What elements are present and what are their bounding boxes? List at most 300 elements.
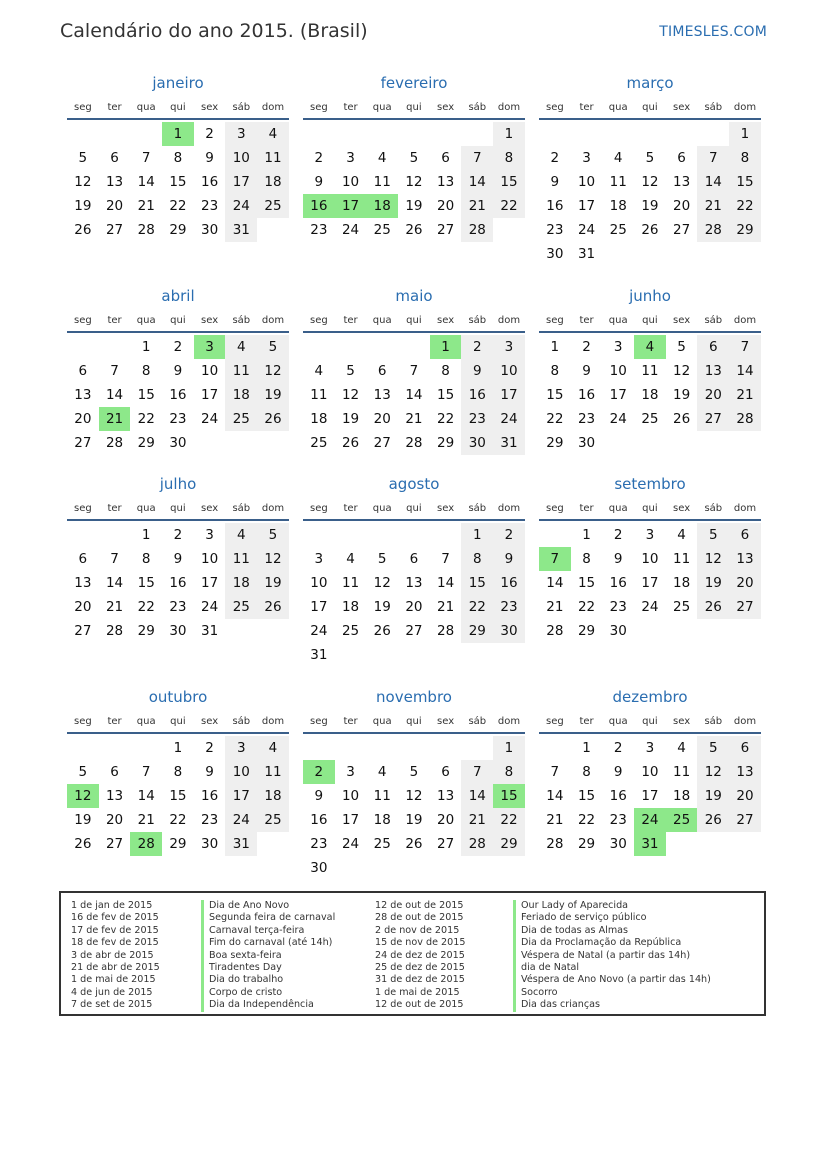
legend-item: Segunda feira de carnaval <box>201 912 335 924</box>
empty-cell <box>99 122 131 146</box>
legend-item: 4 de jun de 2015 <box>71 986 153 998</box>
day-cell: 22 <box>577 599 596 615</box>
empty-cell <box>366 335 398 359</box>
day-cell: 28 <box>105 623 124 639</box>
day-cell: 23 <box>310 222 328 238</box>
day-cell: 16 <box>609 575 627 591</box>
day-cell: 11 <box>609 174 627 190</box>
weekday-label: dom <box>733 315 757 326</box>
weekday-label: sáb <box>232 315 251 326</box>
day-cell: 2 <box>173 339 183 355</box>
legend-item: 28 de out de 2015 <box>375 912 464 924</box>
day-cell: 30 <box>577 435 596 451</box>
day-cell: 23 <box>169 599 187 615</box>
day-cell: 20 <box>729 784 761 808</box>
weekday-label: dom <box>733 716 757 727</box>
day-cell: 22 <box>169 812 187 828</box>
day-cell: 1 <box>582 740 591 756</box>
weekday-label: sex <box>673 102 691 113</box>
day-cell: 24 <box>201 411 219 427</box>
holiday-day-cell: 2 <box>303 760 335 784</box>
empty-cell <box>67 523 99 547</box>
day-cell: 24 <box>341 222 360 238</box>
day-cell: 6 <box>78 551 88 567</box>
day-cell: 1 <box>582 527 591 543</box>
weekday-label: qua <box>136 716 156 727</box>
day-cell: 6 <box>441 150 450 166</box>
day-cell: 25 <box>257 808 289 832</box>
legend-item: 24 de dez de 2015 <box>375 949 465 961</box>
day-cell: 28 <box>437 623 455 639</box>
day-cell: 6 <box>729 736 761 760</box>
day-cell: 24 <box>641 599 659 615</box>
legend-item: Dia do trabalho <box>201 974 335 986</box>
day-cell: 29 <box>137 435 155 451</box>
day-cell: 10 <box>201 363 219 379</box>
day-cell: 19 <box>405 198 423 214</box>
day-cell: 14 <box>546 788 564 804</box>
day-cell: 20 <box>74 599 92 615</box>
empty-cell <box>398 122 430 146</box>
weekday-header <box>303 98 525 120</box>
day-cell: 17 <box>225 784 257 808</box>
empty-cell <box>130 122 162 146</box>
day-cell: 28 <box>546 623 564 639</box>
weekday-label: dom <box>261 102 285 113</box>
empty-cell <box>99 523 131 547</box>
day-cell: 16 <box>169 387 187 403</box>
day-cell: 14 <box>729 359 761 383</box>
day-cell: 22 <box>461 595 493 619</box>
day-cell: 17 <box>225 170 257 194</box>
day-cell: 19 <box>74 812 92 828</box>
day-cell: 26 <box>257 595 289 619</box>
month-name: outubro <box>148 688 208 706</box>
weekday-label: seg <box>73 503 92 514</box>
weekday-label: qui <box>406 716 422 727</box>
weekday-label: qua <box>608 716 628 727</box>
day-cell: 17 <box>201 387 219 403</box>
day-cell: 6 <box>441 764 450 780</box>
weekday-label: sáb <box>704 315 723 326</box>
weekday-label: dom <box>261 315 285 326</box>
day-cell: 10 <box>310 575 328 591</box>
day-cell: 3 <box>346 150 355 166</box>
day-cell: 16 <box>201 788 219 804</box>
holiday-day-cell: 3 <box>194 335 226 359</box>
legend-item: Dia das crianças <box>513 999 711 1011</box>
day-cell: 24 <box>201 599 219 615</box>
day-cell: 14 <box>546 575 564 591</box>
day-cell: 20 <box>697 383 729 407</box>
weekday-label: ter <box>107 503 122 514</box>
weekday-header <box>303 311 525 333</box>
day-cell: 15 <box>577 788 596 804</box>
day-cell: 6 <box>110 150 119 166</box>
weekday-label: dom <box>261 716 285 727</box>
day-cell: 18 <box>641 387 659 403</box>
day-cell: 2 <box>205 740 214 756</box>
weekday-header <box>67 712 289 734</box>
month-name: maio <box>395 287 433 305</box>
day-cell: 9 <box>550 174 560 190</box>
weekday-label: seg <box>309 102 328 113</box>
days-grid <box>303 335 525 455</box>
weekday-header <box>303 712 525 734</box>
weekday-label: dom <box>497 315 521 326</box>
day-cell: 26 <box>373 623 391 639</box>
legend-item: dia de Natal <box>513 962 711 974</box>
day-cell: 27 <box>74 435 92 451</box>
day-cell: 8 <box>729 146 761 170</box>
day-cell: 20 <box>437 812 455 828</box>
weekday-label: qui <box>406 102 422 113</box>
day-cell: 1 <box>141 339 151 355</box>
day-cell: 6 <box>110 764 119 780</box>
weekday-header <box>539 311 761 333</box>
day-cell: 9 <box>493 547 525 571</box>
day-cell: 2 <box>550 150 560 166</box>
day-cell: 5 <box>645 150 655 166</box>
month-0 <box>67 73 289 242</box>
day-cell: 27 <box>105 222 124 238</box>
day-cell: 9 <box>205 150 214 166</box>
day-cell: 28 <box>137 222 155 238</box>
day-cell: 19 <box>74 198 92 214</box>
legend-item: 1 de jan de 2015 <box>71 900 153 911</box>
empty-cell <box>67 335 99 359</box>
day-cell: 23 <box>546 222 564 238</box>
day-cell: 16 <box>201 174 219 190</box>
empty-cell <box>571 122 603 146</box>
empty-cell <box>398 335 430 359</box>
month-name: março <box>626 74 674 92</box>
day-cell: 20 <box>729 571 761 595</box>
day-cell: 26 <box>341 435 360 451</box>
legend-item: Our Lady of Aparecida <box>513 900 711 912</box>
day-cell: 24 <box>493 407 525 431</box>
day-cell: 27 <box>373 435 391 451</box>
empty-cell <box>697 122 729 146</box>
day-cell: 17 <box>609 387 627 403</box>
day-cell: 12 <box>641 174 659 190</box>
weekday-header <box>539 499 761 521</box>
day-cell: 1 <box>141 527 151 543</box>
day-cell: 6 <box>78 363 88 379</box>
weekday-label: sex <box>673 503 691 514</box>
day-cell: 2 <box>582 339 591 355</box>
day-cell: 9 <box>173 363 183 379</box>
legend-item: 7 de set de 2015 <box>71 999 153 1011</box>
holiday-day-cell: 21 <box>99 407 131 431</box>
day-cell: 4 <box>613 150 623 166</box>
day-cell: 18 <box>310 411 328 427</box>
weekday-label: seg <box>73 716 92 727</box>
weekday-label: sáb <box>232 102 251 113</box>
day-cell: 29 <box>577 623 596 639</box>
day-cell: 15 <box>137 575 155 591</box>
day-cell: 20 <box>105 812 124 828</box>
weekday-label: qua <box>372 102 392 113</box>
day-cell: 18 <box>373 812 391 828</box>
day-cell: 15 <box>137 387 155 403</box>
day-cell: 4 <box>377 150 387 166</box>
legend-item: Socorro <box>513 987 711 999</box>
day-cell: 20 <box>437 198 455 214</box>
day-cell: 9 <box>613 764 623 780</box>
day-cell: 31 <box>225 218 257 242</box>
weekday-label: dom <box>497 102 521 113</box>
day-cell: 23 <box>493 595 525 619</box>
legend-item: 16 de fev de 2015 <box>71 912 159 924</box>
day-cell: 15 <box>546 387 564 403</box>
day-cell: 2 <box>493 523 525 547</box>
empty-cell <box>461 122 493 146</box>
weekday-label: ter <box>343 102 358 113</box>
day-cell: 17 <box>493 383 525 407</box>
day-cell: 4 <box>377 764 387 780</box>
day-cell: 17 <box>341 812 360 828</box>
day-cell: 6 <box>729 523 761 547</box>
day-cell: 5 <box>346 363 355 379</box>
weekday-label: ter <box>579 716 594 727</box>
weekday-label: sex <box>201 716 219 727</box>
month-name: abril <box>161 287 195 305</box>
day-cell: 20 <box>373 411 391 427</box>
day-cell: 3 <box>645 740 655 756</box>
day-cell: 5 <box>677 339 686 355</box>
holiday-day-cell: 4 <box>634 335 666 359</box>
day-cell: 2 <box>314 150 324 166</box>
legend-item: Feriado de serviço público <box>513 912 711 924</box>
weekday-label: ter <box>343 716 358 727</box>
page-title: Calendário do ano 2015. (Brasil) <box>60 20 368 42</box>
day-cell: 4 <box>257 736 289 760</box>
days-grid <box>303 523 525 667</box>
day-cell: 21 <box>105 599 124 615</box>
day-cell: 3 <box>225 736 257 760</box>
day-cell: 17 <box>641 788 659 804</box>
day-cell: 15 <box>461 571 493 595</box>
weekday-label: sáb <box>704 503 723 514</box>
holiday-day-cell: 28 <box>130 832 162 856</box>
day-cell: 19 <box>341 411 360 427</box>
day-cell: 13 <box>105 788 124 804</box>
day-cell: 18 <box>673 575 691 591</box>
month-name: agosto <box>388 475 440 493</box>
empty-cell <box>366 122 398 146</box>
day-cell: 23 <box>609 812 627 828</box>
days-grid <box>539 523 761 643</box>
day-cell: 13 <box>673 174 691 190</box>
day-cell: 1 <box>550 339 560 355</box>
day-cell: 15 <box>437 387 455 403</box>
month-name: novembro <box>376 688 452 706</box>
month-4 <box>303 286 525 455</box>
day-cell: 22 <box>169 198 187 214</box>
day-cell: 25 <box>373 222 391 238</box>
day-cell: 14 <box>137 174 155 190</box>
day-cell: 28 <box>105 435 124 451</box>
legend-item: 31 de dez de 2015 <box>375 974 465 986</box>
weekday-label: qui <box>642 102 658 113</box>
legend-item: 12 de out de 2015 <box>375 999 464 1011</box>
day-cell: 14 <box>437 575 455 591</box>
day-cell: 10 <box>641 764 659 780</box>
weekday-label: ter <box>107 716 122 727</box>
day-cell: 5 <box>78 150 88 166</box>
empty-cell <box>430 736 462 760</box>
legend-item: 21 de abr de 2015 <box>71 961 160 973</box>
days-grid <box>67 736 289 856</box>
month-name: dezembro <box>612 688 688 706</box>
legend-item: Carnaval terça-feira <box>201 925 335 937</box>
day-cell: 3 <box>645 527 655 543</box>
day-cell: 19 <box>257 383 289 407</box>
day-cell: 8 <box>441 363 450 379</box>
weekday-label: qui <box>406 315 422 326</box>
day-cell: 3 <box>493 335 525 359</box>
legend-item: Fim do carnaval (até 14h) <box>201 937 335 949</box>
day-cell: 2 <box>613 740 623 756</box>
day-cell: 5 <box>697 736 729 760</box>
day-cell: 30 <box>201 222 219 238</box>
day-cell: 18 <box>225 383 257 407</box>
day-cell: 21 <box>437 599 455 615</box>
weekday-label: seg <box>73 315 92 326</box>
brand-logo-text[interactable]: TIMESLES.COM <box>659 24 767 40</box>
month-6 <box>67 474 289 643</box>
days-grid <box>539 122 761 266</box>
holiday-day-cell: 7 <box>539 547 571 571</box>
empty-cell <box>634 122 666 146</box>
weekday-label: ter <box>579 102 594 113</box>
day-cell: 20 <box>105 198 124 214</box>
day-cell: 7 <box>461 760 493 784</box>
day-cell: 27 <box>673 222 691 238</box>
weekday-label: sáb <box>468 503 487 514</box>
weekday-label: qua <box>608 102 628 113</box>
day-cell: 9 <box>613 551 623 567</box>
day-cell: 29 <box>137 623 155 639</box>
day-cell: 19 <box>697 571 729 595</box>
month-name: setembro <box>614 475 686 493</box>
day-cell: 27 <box>405 623 423 639</box>
day-cell: 10 <box>641 551 659 567</box>
day-cell: 24 <box>310 623 328 639</box>
day-cell: 13 <box>74 387 92 403</box>
holiday-day-cell: 15 <box>493 784 525 808</box>
day-cell: 5 <box>409 764 419 780</box>
month-1 <box>303 73 525 242</box>
empty-cell <box>602 122 634 146</box>
month-3 <box>67 286 289 455</box>
weekday-label: seg <box>545 503 564 514</box>
day-cell: 22 <box>493 194 525 218</box>
day-cell: 17 <box>641 575 659 591</box>
day-cell: 23 <box>310 836 328 852</box>
day-cell: 11 <box>373 174 391 190</box>
weekday-label: sex <box>201 102 219 113</box>
day-cell: 28 <box>461 832 493 856</box>
day-cell: 1 <box>729 122 761 146</box>
weekday-label: seg <box>309 315 328 326</box>
empty-cell <box>99 736 131 760</box>
day-cell: 16 <box>546 198 564 214</box>
legend-item: 25 de dez de 2015 <box>375 961 465 973</box>
days-grid <box>67 523 289 643</box>
days-grid <box>539 335 761 455</box>
day-cell: 15 <box>493 170 525 194</box>
day-cell: 15 <box>169 174 187 190</box>
day-cell: 7 <box>697 146 729 170</box>
day-cell: 10 <box>225 146 257 170</box>
weekday-label: qua <box>372 716 392 727</box>
day-cell: 31 <box>493 431 525 455</box>
weekday-label: seg <box>545 716 564 727</box>
day-cell: 28 <box>729 407 761 431</box>
day-cell: 4 <box>225 523 257 547</box>
day-cell: 7 <box>141 764 151 780</box>
holiday-day-cell: 31 <box>634 832 666 856</box>
day-cell: 19 <box>257 571 289 595</box>
weekday-label: sex <box>673 716 691 727</box>
day-cell: 10 <box>493 359 525 383</box>
day-cell: 22 <box>437 411 455 427</box>
day-cell: 12 <box>257 547 289 571</box>
day-cell: 13 <box>729 760 761 784</box>
day-cell: 15 <box>169 788 187 804</box>
day-cell: 21 <box>405 411 423 427</box>
weekday-label: seg <box>545 315 564 326</box>
day-cell: 29 <box>546 435 564 451</box>
day-cell: 14 <box>697 170 729 194</box>
weekday-label: qua <box>136 315 156 326</box>
legend-item: 1 de mai de 2015 <box>375 986 460 998</box>
day-cell: 25 <box>373 836 391 852</box>
day-cell: 21 <box>546 599 564 615</box>
day-cell: 7 <box>441 551 450 567</box>
day-cell: 23 <box>609 599 627 615</box>
day-cell: 11 <box>225 547 257 571</box>
day-cell: 18 <box>673 788 691 804</box>
day-cell: 4 <box>257 122 289 146</box>
day-cell: 12 <box>673 363 691 379</box>
month-9 <box>67 687 289 856</box>
day-cell: 10 <box>609 363 627 379</box>
empty-cell <box>398 736 430 760</box>
day-cell: 12 <box>341 387 360 403</box>
empty-cell <box>539 122 571 146</box>
empty-cell <box>67 122 99 146</box>
day-cell: 23 <box>461 407 493 431</box>
day-cell: 13 <box>437 788 455 804</box>
day-cell: 11 <box>257 760 289 784</box>
legend-item: Dia de todas as Almas <box>513 925 711 937</box>
month-8 <box>539 474 761 643</box>
weekday-label: sáb <box>468 315 487 326</box>
weekday-label: ter <box>579 503 594 514</box>
month-name: janeiro <box>152 74 204 92</box>
day-cell: 12 <box>405 174 423 190</box>
empty-cell <box>398 523 430 547</box>
holiday-day-cell: 17 <box>335 194 367 218</box>
day-cell: 28 <box>461 218 493 242</box>
days-grid <box>303 736 525 880</box>
day-cell: 27 <box>729 808 761 832</box>
day-cell: 15 <box>577 575 596 591</box>
day-cell: 7 <box>409 363 419 379</box>
